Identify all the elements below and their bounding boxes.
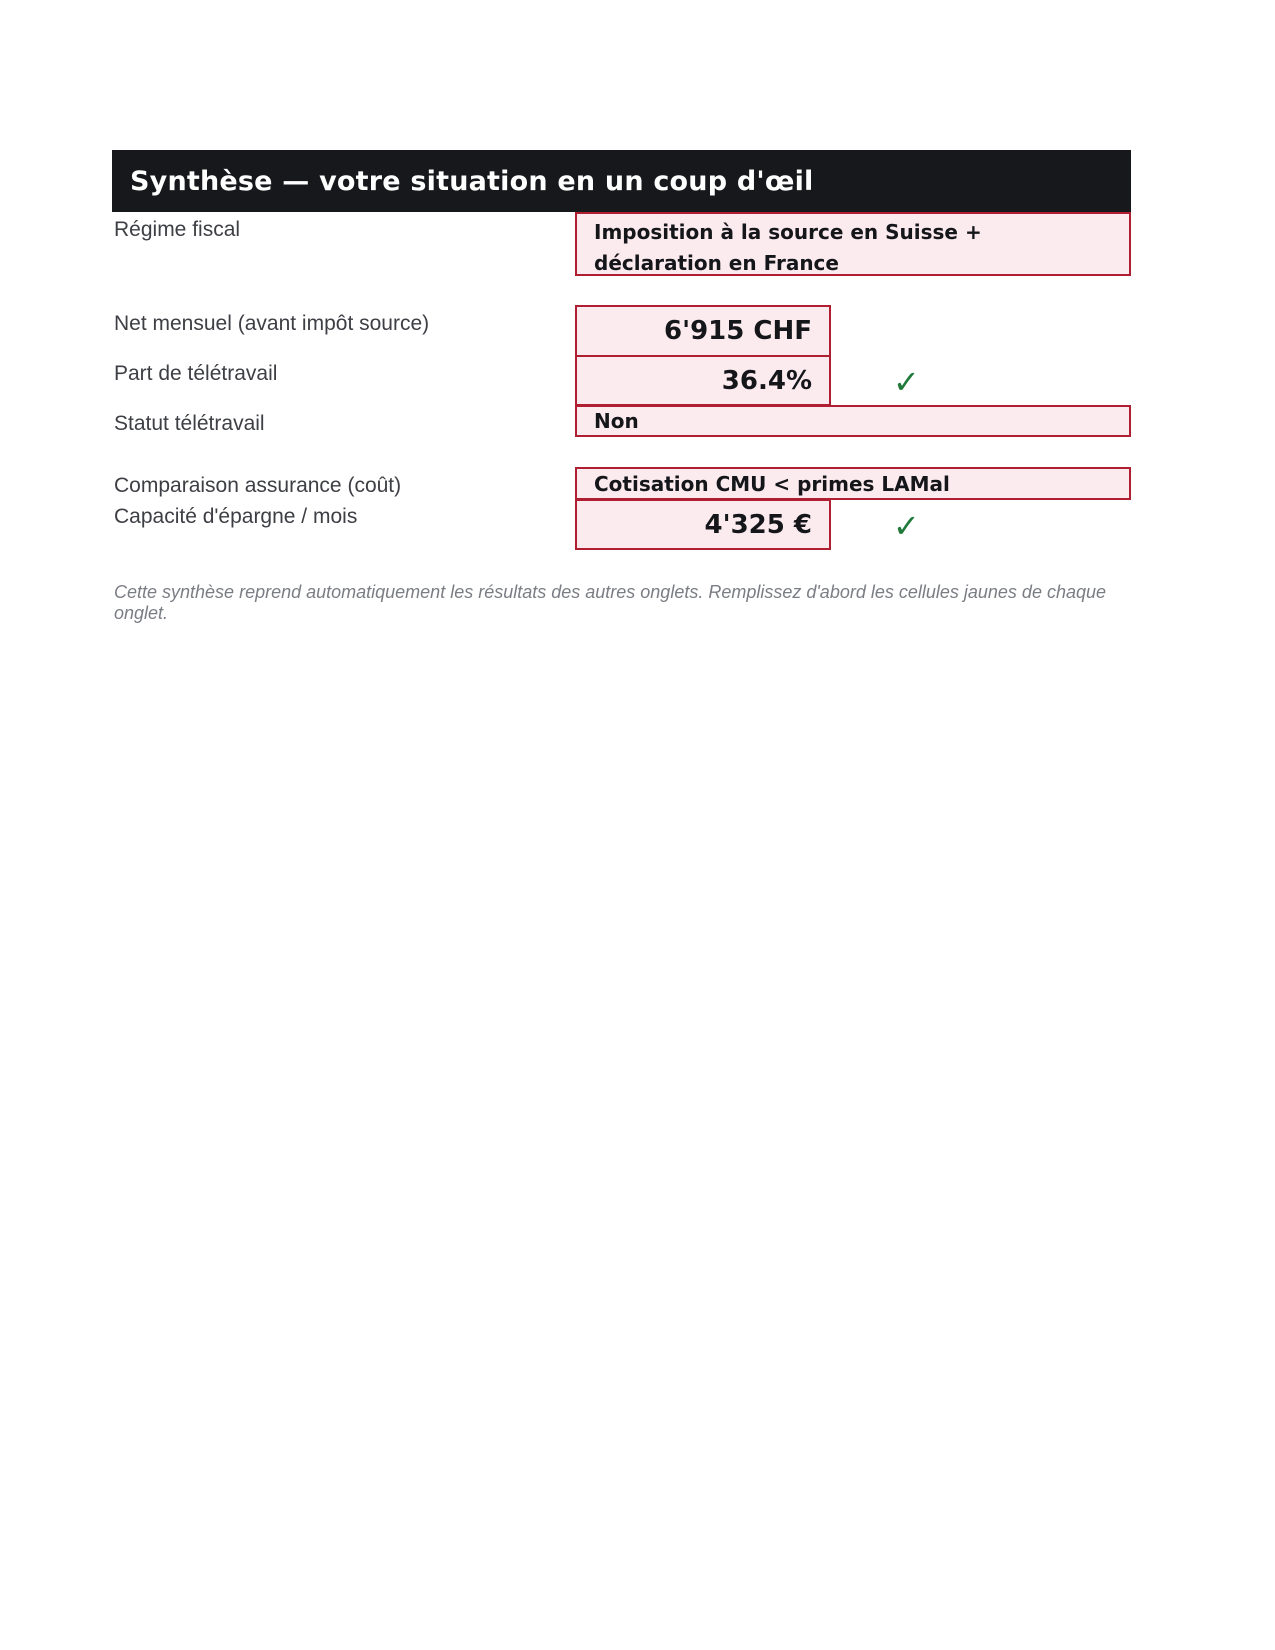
epargne-value-cell[interactable]: 4'325 €: [575, 499, 831, 550]
page-title: Synthèse — votre situation en un coup d'œil: [130, 165, 814, 197]
teletravail-statut-label: Statut télétravail: [114, 412, 265, 435]
teletravail-part-label: Part de télétravail: [114, 362, 278, 385]
teletravail-part-value-cell[interactable]: 36.4%: [575, 355, 831, 406]
regime-label: Régime fiscal: [114, 218, 241, 241]
summary-header: [112, 150, 1131, 212]
assurance-label: Comparaison assurance (coût): [114, 474, 402, 497]
epargne-check-icon: ✓: [893, 507, 920, 545]
net-value-cell[interactable]: 6'915 CHF: [575, 305, 831, 357]
epargne-label: Capacité d'épargne / mois: [114, 505, 358, 528]
assurance-value-cell[interactable]: Cotisation CMU < primes LAMal: [575, 467, 1131, 500]
regime-value-cell[interactable]: Imposition à la source en Suisse + déclaration en France: [575, 212, 1131, 276]
teletravail-check-icon: ✓: [893, 363, 920, 401]
net-label: Net mensuel (avant impôt source): [114, 312, 430, 335]
teletravail-statut-value-cell[interactable]: Non: [575, 405, 1131, 437]
summary-note: Cette synthèse reprend automatiquement les résultats des autres onglets. Remplissez d'abord les cellules jaunes de chaque onglet.: [114, 582, 1107, 623]
